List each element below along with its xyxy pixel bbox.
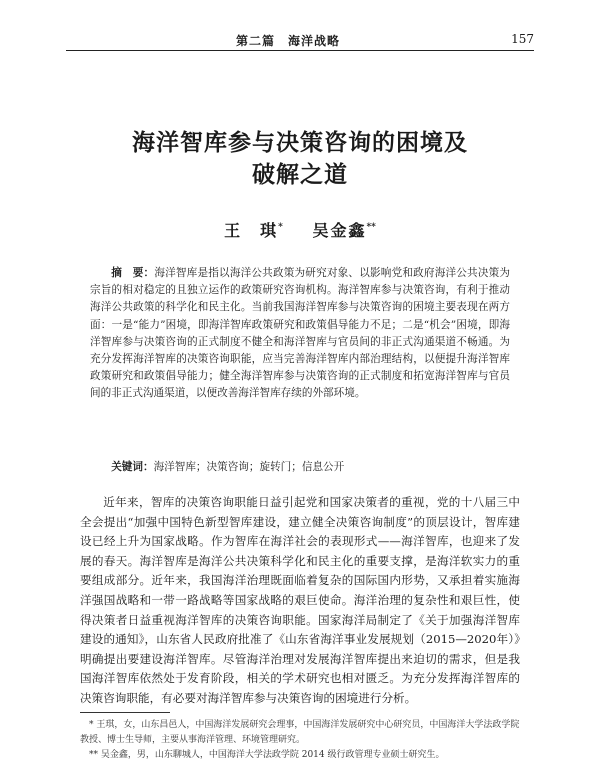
keywords-label: 关键词： [111,461,154,473]
abstract [90,265,510,403]
footnote-divider [80,712,170,713]
body-paragraph: 近年来，智库的决策咨询职能日益引起党和国家决策者的重视，党的十八届三中全会提出“加强中国特色新型智库建设，建立健全决策咨询制度”的顶层设计，智库建设已经上升为国家战略。作为智库在海洋社会的表现形式——海洋智库，也迎来了发展的春天。海洋智库是海洋公共决策科学化和民主化的重要支撑，是海洋软实力的重要组成部分。近年来，我国海洋治理既面临着复杂的国际国内形势，又承担着实施海洋强国战略和一带一路战略等国家战略的艰巨使命。海洋治理的复杂性和艰巨性，使得决策者日益重视海洋智库的决策咨询职能。国家海洋局制定了《关于加强海洋智库建设的通知》，山东省人民政府批准了《山东省海洋事业发展规划（2015—2020年）》明确提出要建设海洋智库。尽管海洋治理对发展海洋智库提出来迫切的需求，但是我国海洋智库依然处于发育阶段，相关的学术研究也相对匮乏。为充分发挥海洋智库的决策咨询职能，有必要对海洋智库参与决策咨询的困境进行分析。 [80,495,520,705]
author-1-footnote-mark: * [278,222,283,233]
author-line [0,218,600,241]
keywords [90,459,510,476]
article-title [66,127,534,191]
article-title-line-2: 破解之道 [252,162,348,188]
page-number: 157 [511,32,534,46]
abstract-text: 海洋智库是指以海洋公共政策为研究对象、以影响党和政府海洋公共决策为宗旨的相对稳定的且独立运作的政策研究咨询机构。海洋智库参与决策咨询，有利于推动海洋公共政策的科学化和民主化。当前我国海洋智库参与决策咨询的困境主要表现在两方面：一是“能力”困境，即海洋智库政策研究和政策倡导能力不足；二是“机会”困境，即海洋智库参与决策咨询的正式制度不健全和海洋智库与官员间的非正式沟通渠道不畅通。为充分发挥海洋智库的决策咨询职能，应当完善海洋智库内部治理结构，以便提升海洋智库政策研究和政策倡导能力；健全海洋智库参与决策咨询的正式制度和拓宽海洋智库与官员间的非正式沟通渠道，以便改善海洋智库存续的外部环境。 [90,267,511,400]
footnote-2: ** 吴金鑫，男，山东聊城人，中国海洋大学法政学院 2014 级行政管理专业硕士研究生。 [89,750,445,760]
footnote-1: * 王琪，女，山东昌邑人，中国海洋发展研究会理事，中国海洋发展研究中心研究员，中国海洋大学法政学院教授、博士生导师，主要从事海洋管理、环境管理研究。 [80,720,520,745]
article-title-line-1: 海洋智库参与决策咨询的困境及 [132,130,468,156]
keywords-text: 海洋智库；决策咨询；旋转门；信息公开 [153,461,345,473]
author-1: 王 琪 [224,221,279,240]
footnotes [80,718,520,763]
running-header [66,28,534,51]
abstract-label: 摘 要： [111,267,155,279]
author-2: 吴金鑫 [312,221,367,240]
author-2-footnote-mark: ** [366,222,376,233]
section-title: 第二篇 海洋战略 [236,34,341,48]
